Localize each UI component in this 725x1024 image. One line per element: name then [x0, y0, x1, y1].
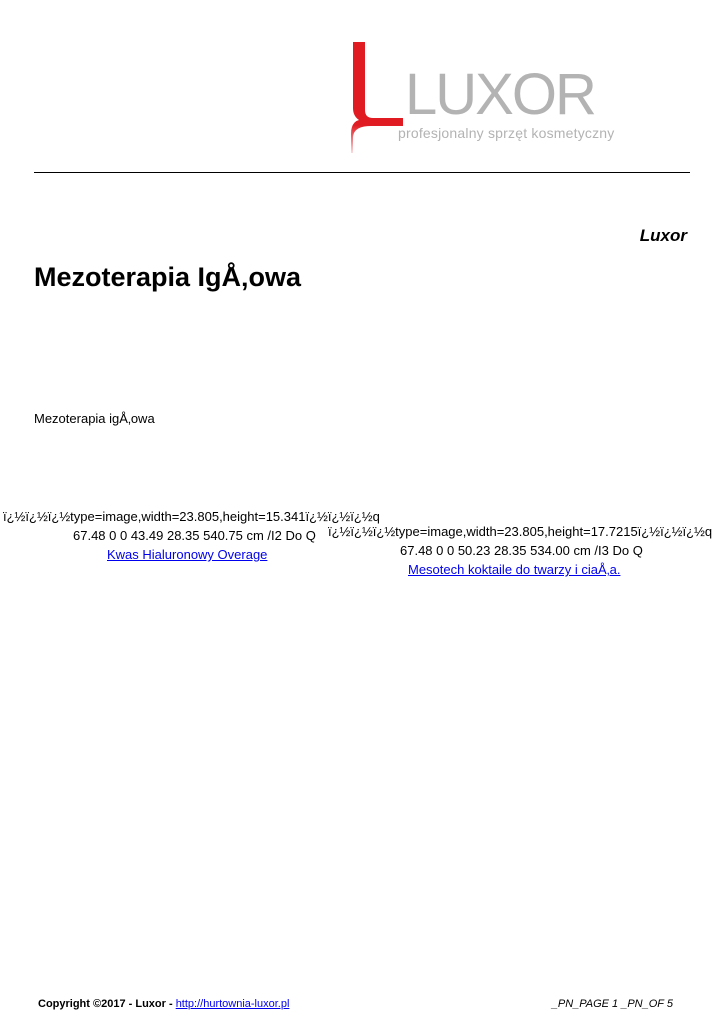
page-number: _PN_PAGE 1 _PN_OF 5 [551, 998, 673, 1010]
product-link-mesotech[interactable]: Mesotech koktaile do twarzy i ciaÅ‚a. [408, 562, 621, 577]
product-item [3, 507, 380, 564]
product-image-code: 67.48 0 0 50.23 28.35 534.00 cm /I3 Do Q [400, 543, 643, 558]
product-image-placeholder: ï¿½ï¿½ï¿½type=image,width=23.805,height=15.341ï¿½ï¿½ï¿½q [3, 509, 380, 524]
logo-l-mark-icon [345, 38, 405, 153]
product-link-kwas-hialuronowy[interactable]: Kwas Hialuronowy Overage [107, 547, 268, 562]
product-image-code: 67.48 0 0 43.49 28.35 540.75 cm /I2 Do Q [73, 528, 316, 543]
page-title: Mezoterapia IgÅ‚owa [34, 262, 302, 292]
product-image-placeholder: ï¿½ï¿½ï¿½type=image,width=23.805,height=17.7215ï¿½ï¿½ï¿½q [328, 524, 713, 539]
luxor-logo [345, 38, 625, 153]
footer-url-link[interactable]: http://hurtownia-luxor.pl [175, 998, 290, 1010]
footer-copyright [38, 998, 289, 1010]
logo-tagline: profesjonalny sprzęt kosmetyczny [398, 125, 615, 141]
brand-name: Luxor [639, 226, 687, 245]
logo-wordmark: LUXOR [405, 62, 595, 127]
header-divider [34, 172, 690, 173]
copyright-text: Copyright ©2017 - Luxor - [38, 998, 176, 1010]
product-item [328, 522, 712, 579]
description-text: Mezoterapia igÅ‚owa [34, 411, 155, 426]
